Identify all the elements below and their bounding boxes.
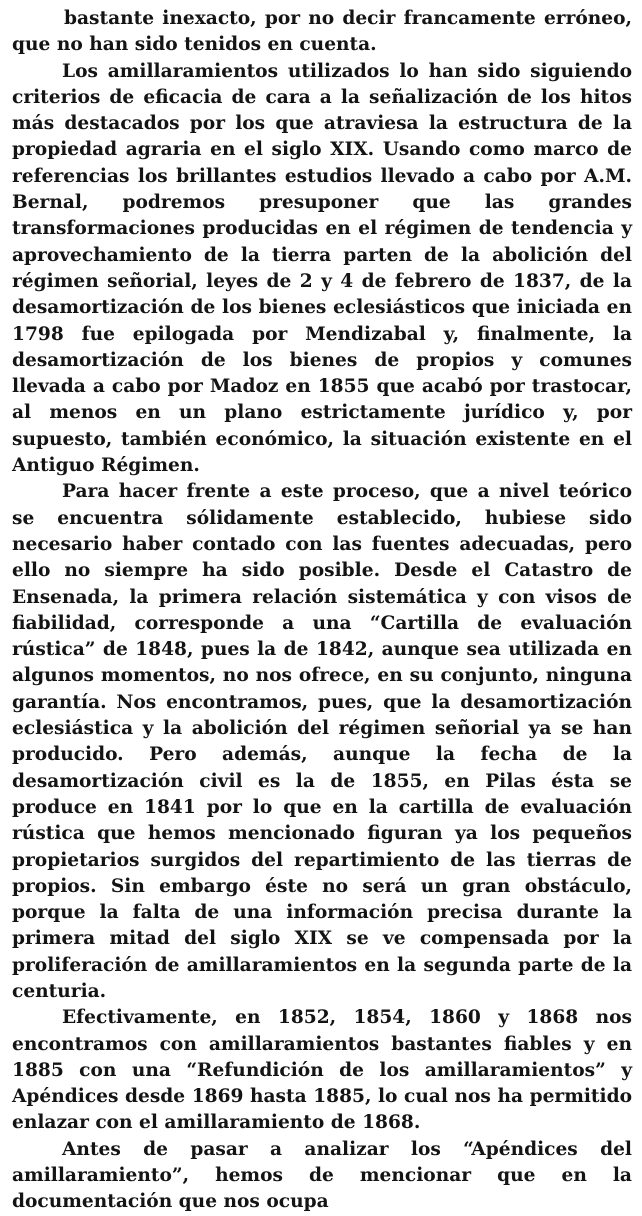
paragraph-fuentes: Para hacer frente a este proceso, que a nivel teórico se encuentra sólidamente establecido, hubiese sido necesario haber contado con las fuentes adecuadas, pero ello no siempre ha sido posible. Desde el Catastro de Ensenada, la primera relación sistemática y con visos de fiabilidad, corresponde a una “Cartilla de evaluación rústica” de 1848, pues la de 1842, aunque sea utilizada en algunos momentos, no nos ofrece, en su conjunto, ninguna garantía. Nos encontramos, pues, que la desamortización eclesiástica y la abolición del régimen señorial ya se han producido. Pero además, aunque la fecha de la desamortización civil es la de 1855, en Pilas ésta se produce en 1841 por lo que en la cartilla de evaluación rústica que hemos mencionado figuran ya los pequeños propietarios surgidos del repartimiento de las tierras de propios. Sin embargo éste no será un gran obstáculo, porque la falta de una información precisa durante la primera mitad del siglo XIX se ve compensada por la proliferación de amillaramientos en la segunda parte de la centuria.: [12, 481, 632, 1002]
paragraph-apendices: Antes de pasar a analizar los “Apéndices del amillaramiento”, hemos de mencionar que en la documentación que nos ocupa: [12, 1138, 632, 1213]
paragraph-amillaramientos: Los amillaramientos utilizados lo han sido siguiendo criterios de eficacia de cara a la señalización de los hitos más destacados por los que atraviesa la estructura de la propiedad agraria en el siglo XIX. Usando como marco de referencias los brillantes estudios llevado a cabo por A.M. Bernal, podremos presuponer que las grandes transformaciones producidas en el régimen de tendencia y aprovechamiento de la tierra parten de la abolición del régimen señorial, leyes de 2 y 4 de febrero de 1837, de la desamortización de los bienes eclesiásticos que iniciada en 1798 fue epilogada por Mendizabal y, finalmente, la desamortización de los bienes de propios y comunes llevada a cabo por Madoz en 1855 que acabó por trastocar, al menos en un plano estrictamente jurídico y, por supuesto, también económico, la situación existente en el Antiguo Régimen.: [12, 60, 632, 477]
paragraph-continuation: bastante inexacto, por no decir francamente erróneo, que no han sido tenidos en cuenta.: [12, 8, 632, 56]
paragraph-efectivamente: Efectivamente, en 1852, 1854, 1860 y 1868 nos encontramos con amillaramientos bastantes fiables y en 1885 con una “Refundición de los amillaramientos” y Apéndices desde 1869 hasta 1885, lo cual nos ha permitido enlazar con el amillaramiento de 1868.: [12, 1007, 632, 1134]
